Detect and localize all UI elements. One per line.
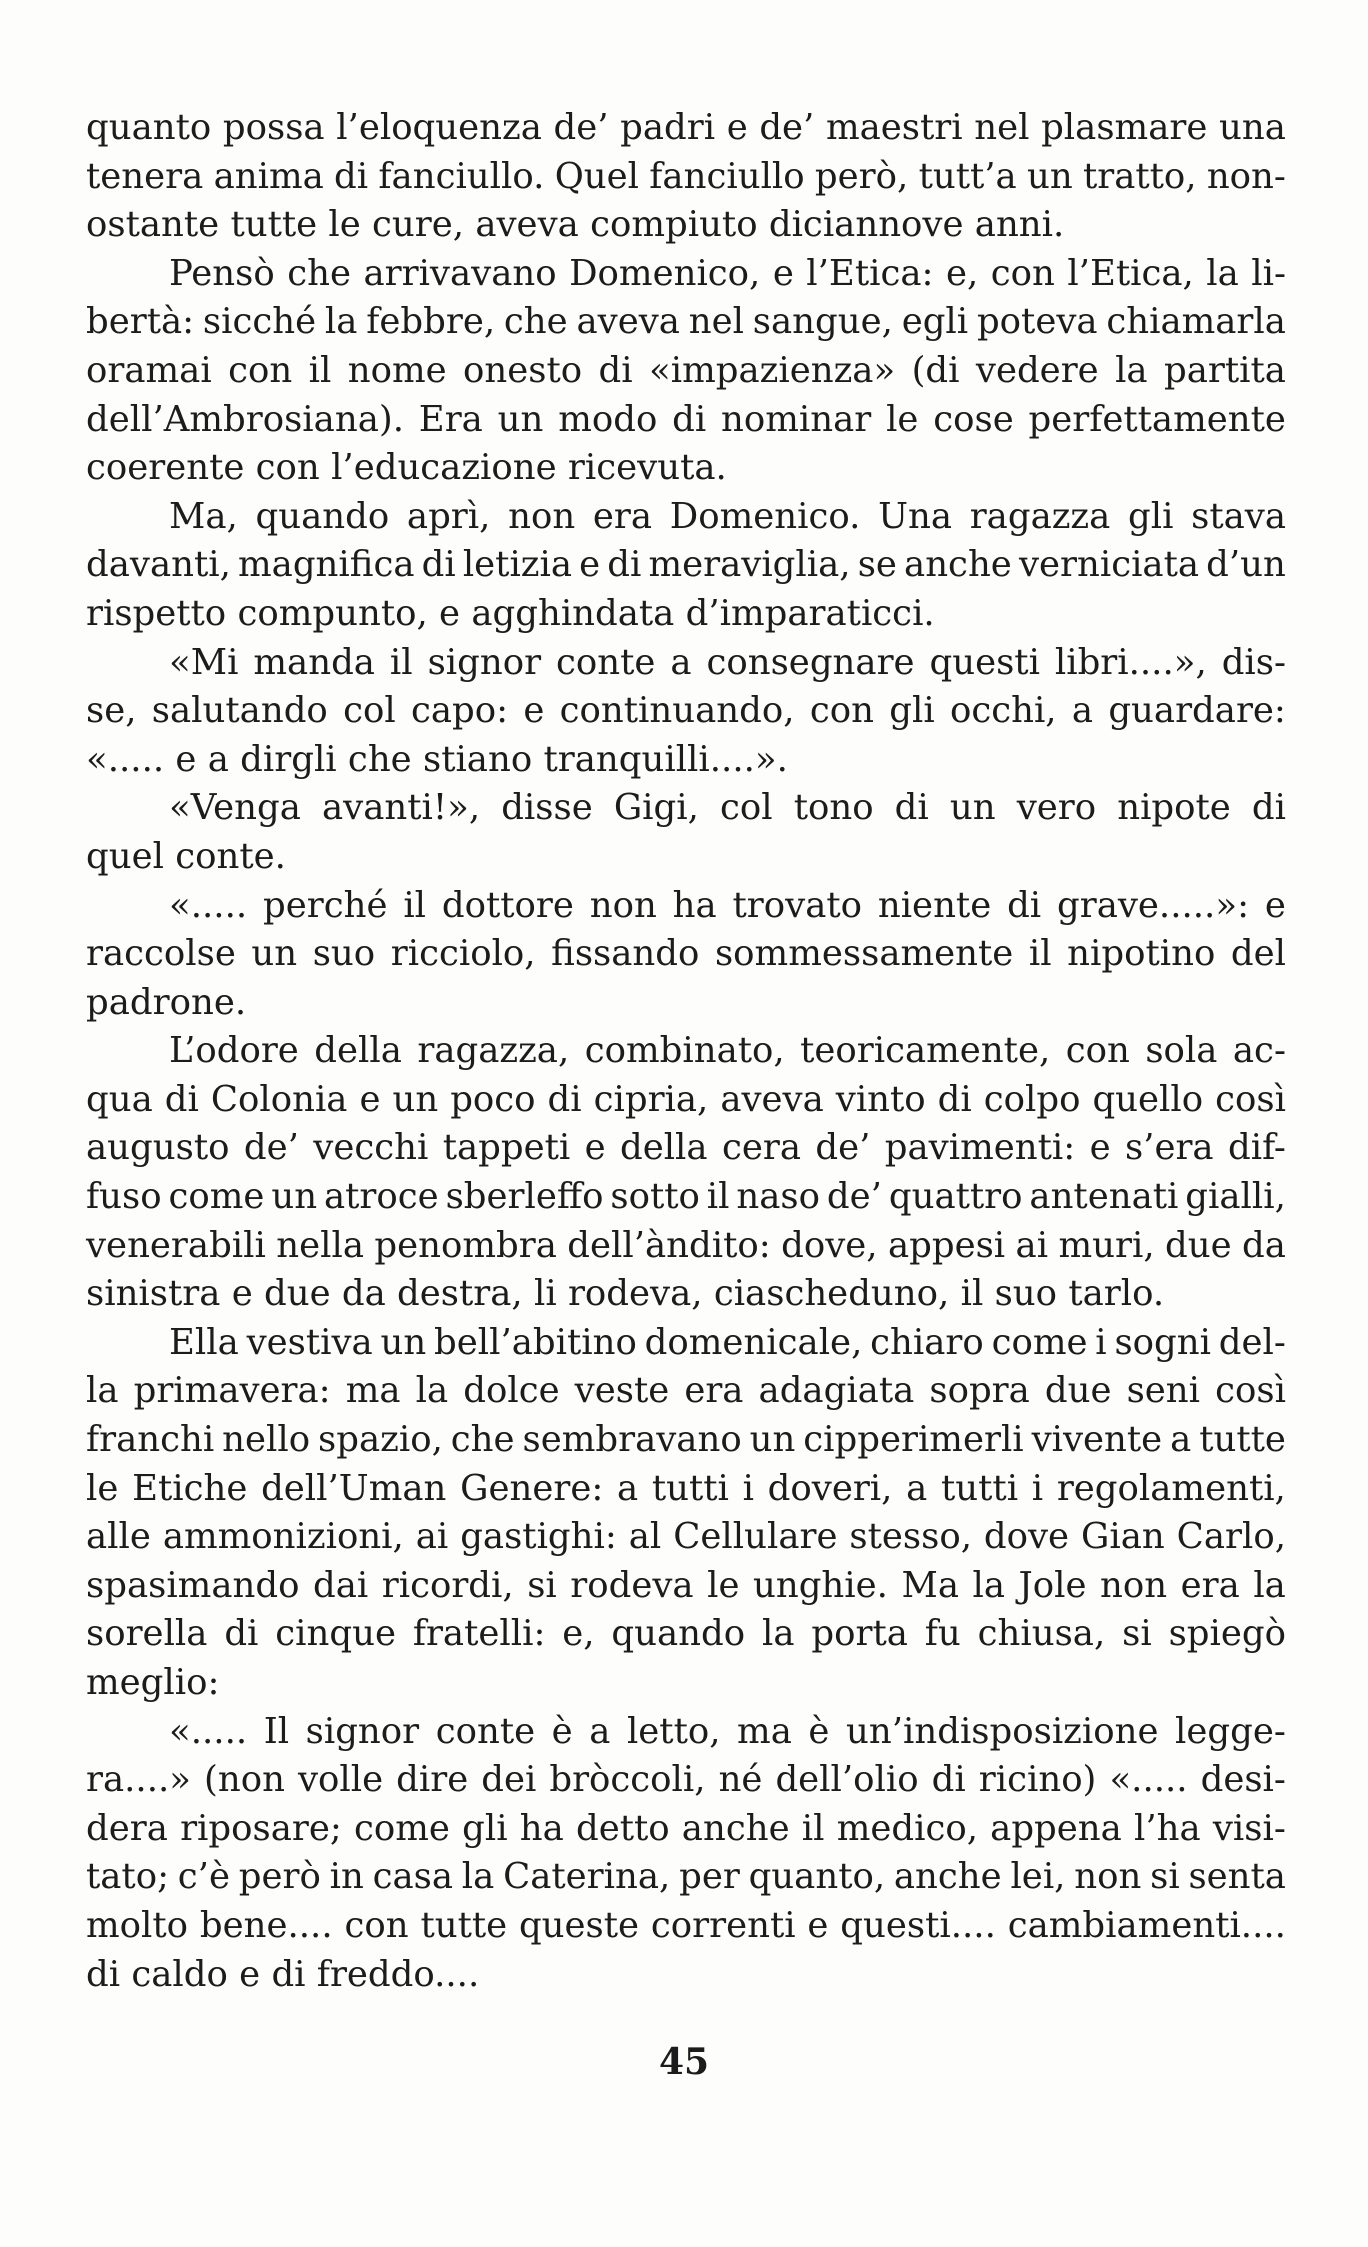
text-line: Ma, quando aprì, non era Domenico. Una ragazza gli stava <box>169 495 1286 537</box>
text-line: raccolse un suo ricciolo, fissando sommessamente il nipotino del <box>86 933 1286 975</box>
text-line: meglio: <box>86 1662 220 1703</box>
text-line: ostante tutte le cure, aveva compiuto diciannove anni. <box>86 204 1065 246</box>
text-line: molto bene.... con tutte queste correnti e questi.... cambiamenti.... <box>86 1904 1286 1946</box>
text-line: qua di Colonia e un poco di cipria, aveva vinto di colpo quello così <box>86 1078 1286 1120</box>
text-line: dell’Ambrosiana). Era un modo di nominar le cose perfettamente <box>86 398 1286 440</box>
text-line: tato; c’è però in casa la Caterina, per quanto, anche lei, non si senta <box>86 1856 1286 1898</box>
text-line: sinistra e due da destra, li rodeva, ciascheduno, il suo tarlo. <box>86 1273 1165 1315</box>
text-line: «Venga avanti!», disse Gigi, col tono di un vero nipote di <box>169 787 1286 829</box>
text-line: coerente con l’educazione ricevuta. <box>86 447 727 489</box>
text-line: venerabili nella penombra dell’àndito: dove, appesi ai muri, due da <box>86 1224 1286 1266</box>
text-line: «..... perché il dottore non ha trovato niente di grave.....»: e <box>169 884 1286 926</box>
text-line: augusto de’ vecchi tappeti e della cera de’ pavimenti: e s’era dif- <box>86 1127 1286 1169</box>
text-line: ra....» (non volle dire dei bròccoli, né dell’olio di ricino) «..... desi- <box>86 1759 1286 1801</box>
text-line: «Mi manda il signor conte a consegnare questi libri....», dis- <box>169 641 1286 683</box>
text-line: oramai con il nome onesto di «impazienza» (di vedere la partita <box>86 349 1286 391</box>
text-line: quanto possa l’eloquenza de’ padri e de’ maestri nel plasmare una <box>86 107 1286 148</box>
text-line: sorella di cinque fratelli: e, quando la porta fu chiusa, si spiegò <box>86 1613 1286 1655</box>
text-line: L’odore della ragazza, combinato, teoricamente, con sola ac- <box>169 1030 1286 1072</box>
text-line: le Etiche dell’Uman Genere: a tutti i doveri, a tutti i regolamenti, <box>86 1467 1286 1509</box>
text-line: di caldo e di freddo.... <box>86 1953 480 1995</box>
text-line: franchi nello spazio, che sembravano un cipperimerli vivente a tutte <box>86 1419 1286 1461</box>
text-line: «..... Il signor conte è a letto, ma è un’indisposizione legge- <box>169 1710 1286 1752</box>
text-line: bertà: sicché la febbre, che aveva nel sangue, egli poteva chiamarla <box>86 301 1286 343</box>
text-line: dera riposare; come gli ha detto anche il medico, appena l’ha visi- <box>86 1807 1286 1849</box>
text-line: quel conte. <box>86 835 286 877</box>
body-text <box>86 104 1286 1999</box>
text-line: la primavera: ma la dolce veste era adagiata sopra due seni così <box>86 1370 1286 1412</box>
text-line: spasimando dai ricordi, si rodeva le unghie. Ma la Jole non era la <box>86 1564 1286 1606</box>
text-line: davanti, magnifica di letizia e di meraviglia, se anche verniciata d’un <box>86 544 1286 586</box>
text-line: «..... e a dirgli che stiano tranquilli....». <box>86 738 788 780</box>
text-line: alle ammonizioni, ai gastighi: al Cellulare stesso, dove Gian Carlo, <box>86 1516 1286 1558</box>
text-line: Pensò che arrivavano Domenico, e l’Etica: e, con l’Etica, la li- <box>169 252 1286 294</box>
page-number: 45 <box>658 2041 710 2083</box>
text-line: Ella vestiva un bell’abitino domenicale, chiaro come i sogni del- <box>169 1321 1286 1363</box>
text-line: se, salutando col capo: e continuando, con gli occhi, a guardare: <box>86 690 1286 732</box>
text-line: rispetto compunto, e agghindata d’imparaticci. <box>86 592 935 634</box>
text-line: padrone. <box>86 981 247 1023</box>
text-line: fuso come un atroce sberleffo sotto il naso de’ quattro antenati gialli, <box>86 1176 1286 1218</box>
text-line: tenera anima di fanciullo. Quel fanciullo però, tutt’a un tratto, non- <box>86 155 1286 197</box>
